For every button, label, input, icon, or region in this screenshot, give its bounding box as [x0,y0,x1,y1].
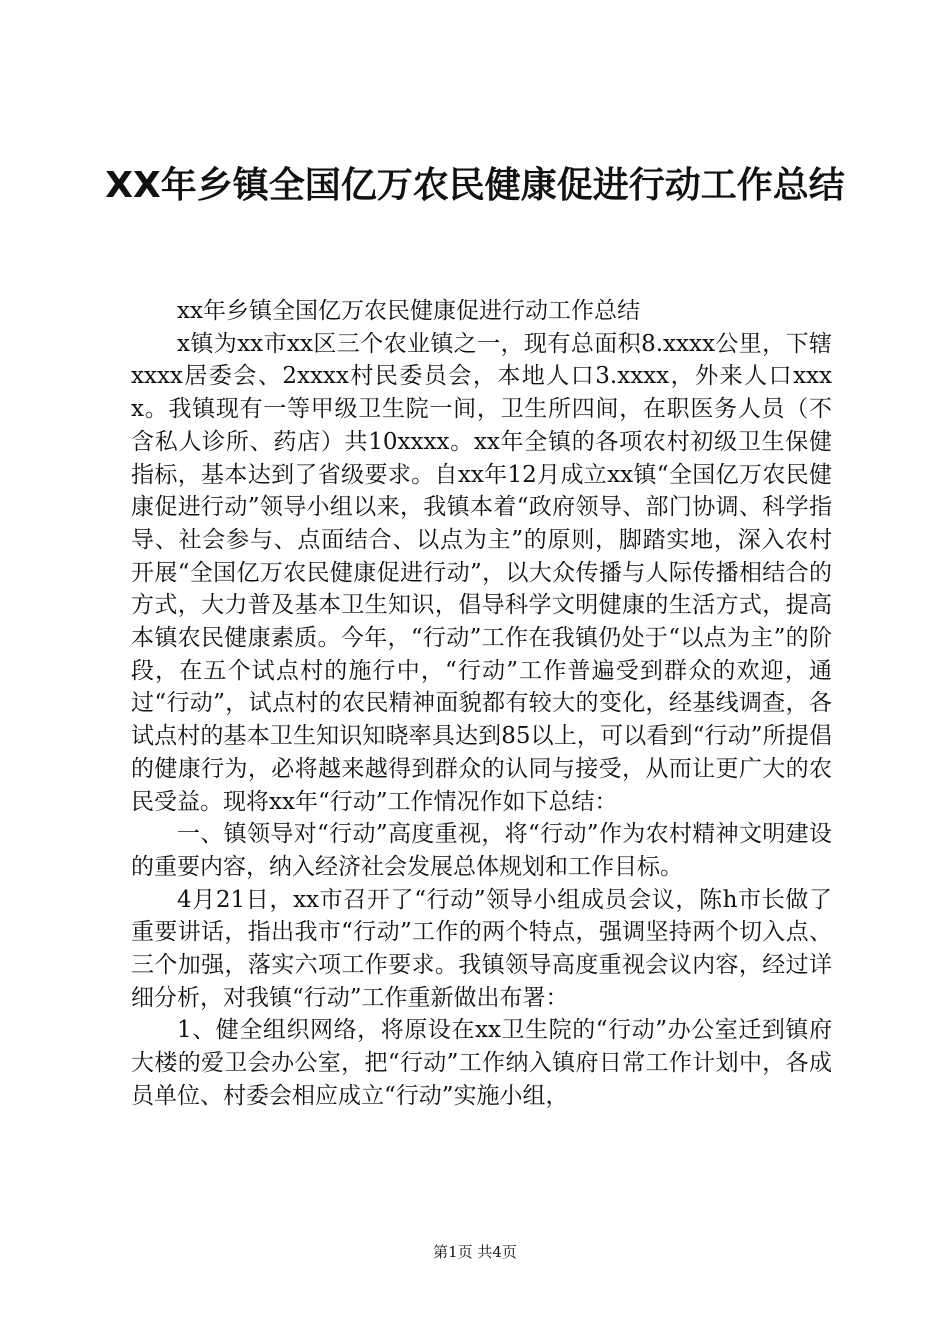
document-body [131,295,832,1113]
document-title: XX年乡镇全国亿万农民健康促进行动工作总结 [105,165,845,206]
meeting-paragraph: 4月21日，xx市召开了“行动”领导小组成员会议，陈h市长做了重要讲话，指出我市“行动”工作的两个特点，强调坚持两个切入点、三个加强，落实六项工作要求。我镇领导高度重视会议内容，经过详细分析，对我镇“行动”工作重新做出布署： [131,886,832,1011]
organization-paragraph: 1、健全组织网络，将原设在xx卫生院的“行动”办公室迁到镇府大楼的爱卫会办公室，把“行动”工作纳入镇府日常工作计划中，各成员单位、村委会相应成立“行动”实施小组， [131,1017,832,1109]
section-one-heading-paragraph: 一、镇领导对“行动”高度重视，将“行动”作为农村精神文明建设的重要内容，纳入经济社会发展总体规划和工作目标。 [131,821,832,880]
subtitle-paragraph: xx年乡镇全国亿万农民健康促进行动工作总结 [177,298,640,324]
page-indicator: 第1页 共4页 [433,1243,517,1261]
overview-paragraph: x镇为xx市xx区三个农业镇之一，现有总面积8.xxxx公里，下辖xxxx居委会、2xxxx村民委员会，本地人口3.xxxx，外来人口xxxx。我镇现有一等甲级卫生院一间，卫生所四间，在职医务人员（不含私人诊所、药店）共10xxxx。xx年全镇的各项农村初级卫生保健指标，基本达到了省级要求。自xx年12月成立xx镇“全国亿万农民健康促进行动”领导小组以来，我镇本着“政府领导、部门协调、科学指导、社会参与、点面结合、以点为主”的原则，脚踏实地，深入农村开展“全国亿万农民健康促进行动”，以大众传播与人际传播相结合的方式，大力普及基本卫生知识，倡导科学文明健康的生活方式，提高本镇农民健康素质。今年，“行动”工作在我镇仍处于“以点为主”的阶段，在五个试点村的施行中，“行动”工作普遍受到群众的欢迎，通过“行动”，试点村的农民精神面貌都有较大的变化，经基线调查，各试点村的基本卫生知识知晓率具达到85以上，可以看到“行动”所提倡的健康行为，必将越来越得到群众的认同与接受，从而让更广大的农民受益。现将xx年“行动”工作情况作如下总结： [131,330,832,815]
